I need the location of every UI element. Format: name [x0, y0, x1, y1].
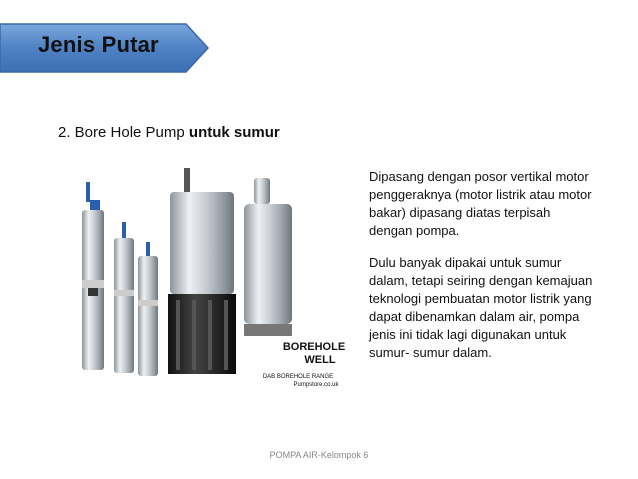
- description-paragraph-1: Dipasang dengan posor vertikal motor penggeraknya (motor listrik atau motor bakar) dipasang diatas terpisah dengan pompa.: [369, 169, 592, 238]
- pump-4: [168, 168, 236, 374]
- subtitle-bold: untuk sumur: [188, 124, 280, 141]
- pump-2: [114, 222, 134, 373]
- pump-product-photo: [80, 160, 360, 390]
- subtitle: [58, 124, 280, 141]
- page-title: Jenis Putar: [38, 32, 159, 57]
- brand-line-1: BOREHOLE: [282, 341, 346, 353]
- caption-line-1: DAB BOREHOLE RANGE: [262, 374, 334, 380]
- subtitle-prefix: 2. Bore Hole Pump: [58, 124, 189, 141]
- pump-3: [138, 242, 158, 376]
- pump-1: [82, 182, 104, 370]
- caption-line-2: Pumpstore.co.uk: [293, 382, 339, 388]
- footer-text: POMPA AIR-Kelompok 6: [269, 450, 369, 460]
- description-paragraph-2: Dulu banyak dipakai untuk sumur dalam, tetapi seiring dengan kemajuan teknologi pembuatan motor listrik yang dapat dibenamkan dalam air, pompa jenis ini tidak lagi digunakan untuk sumur- sumur dalam.: [369, 255, 593, 360]
- pump-5: [244, 178, 292, 336]
- brand-line-2: WELL: [304, 354, 336, 366]
- description: [369, 168, 597, 362]
